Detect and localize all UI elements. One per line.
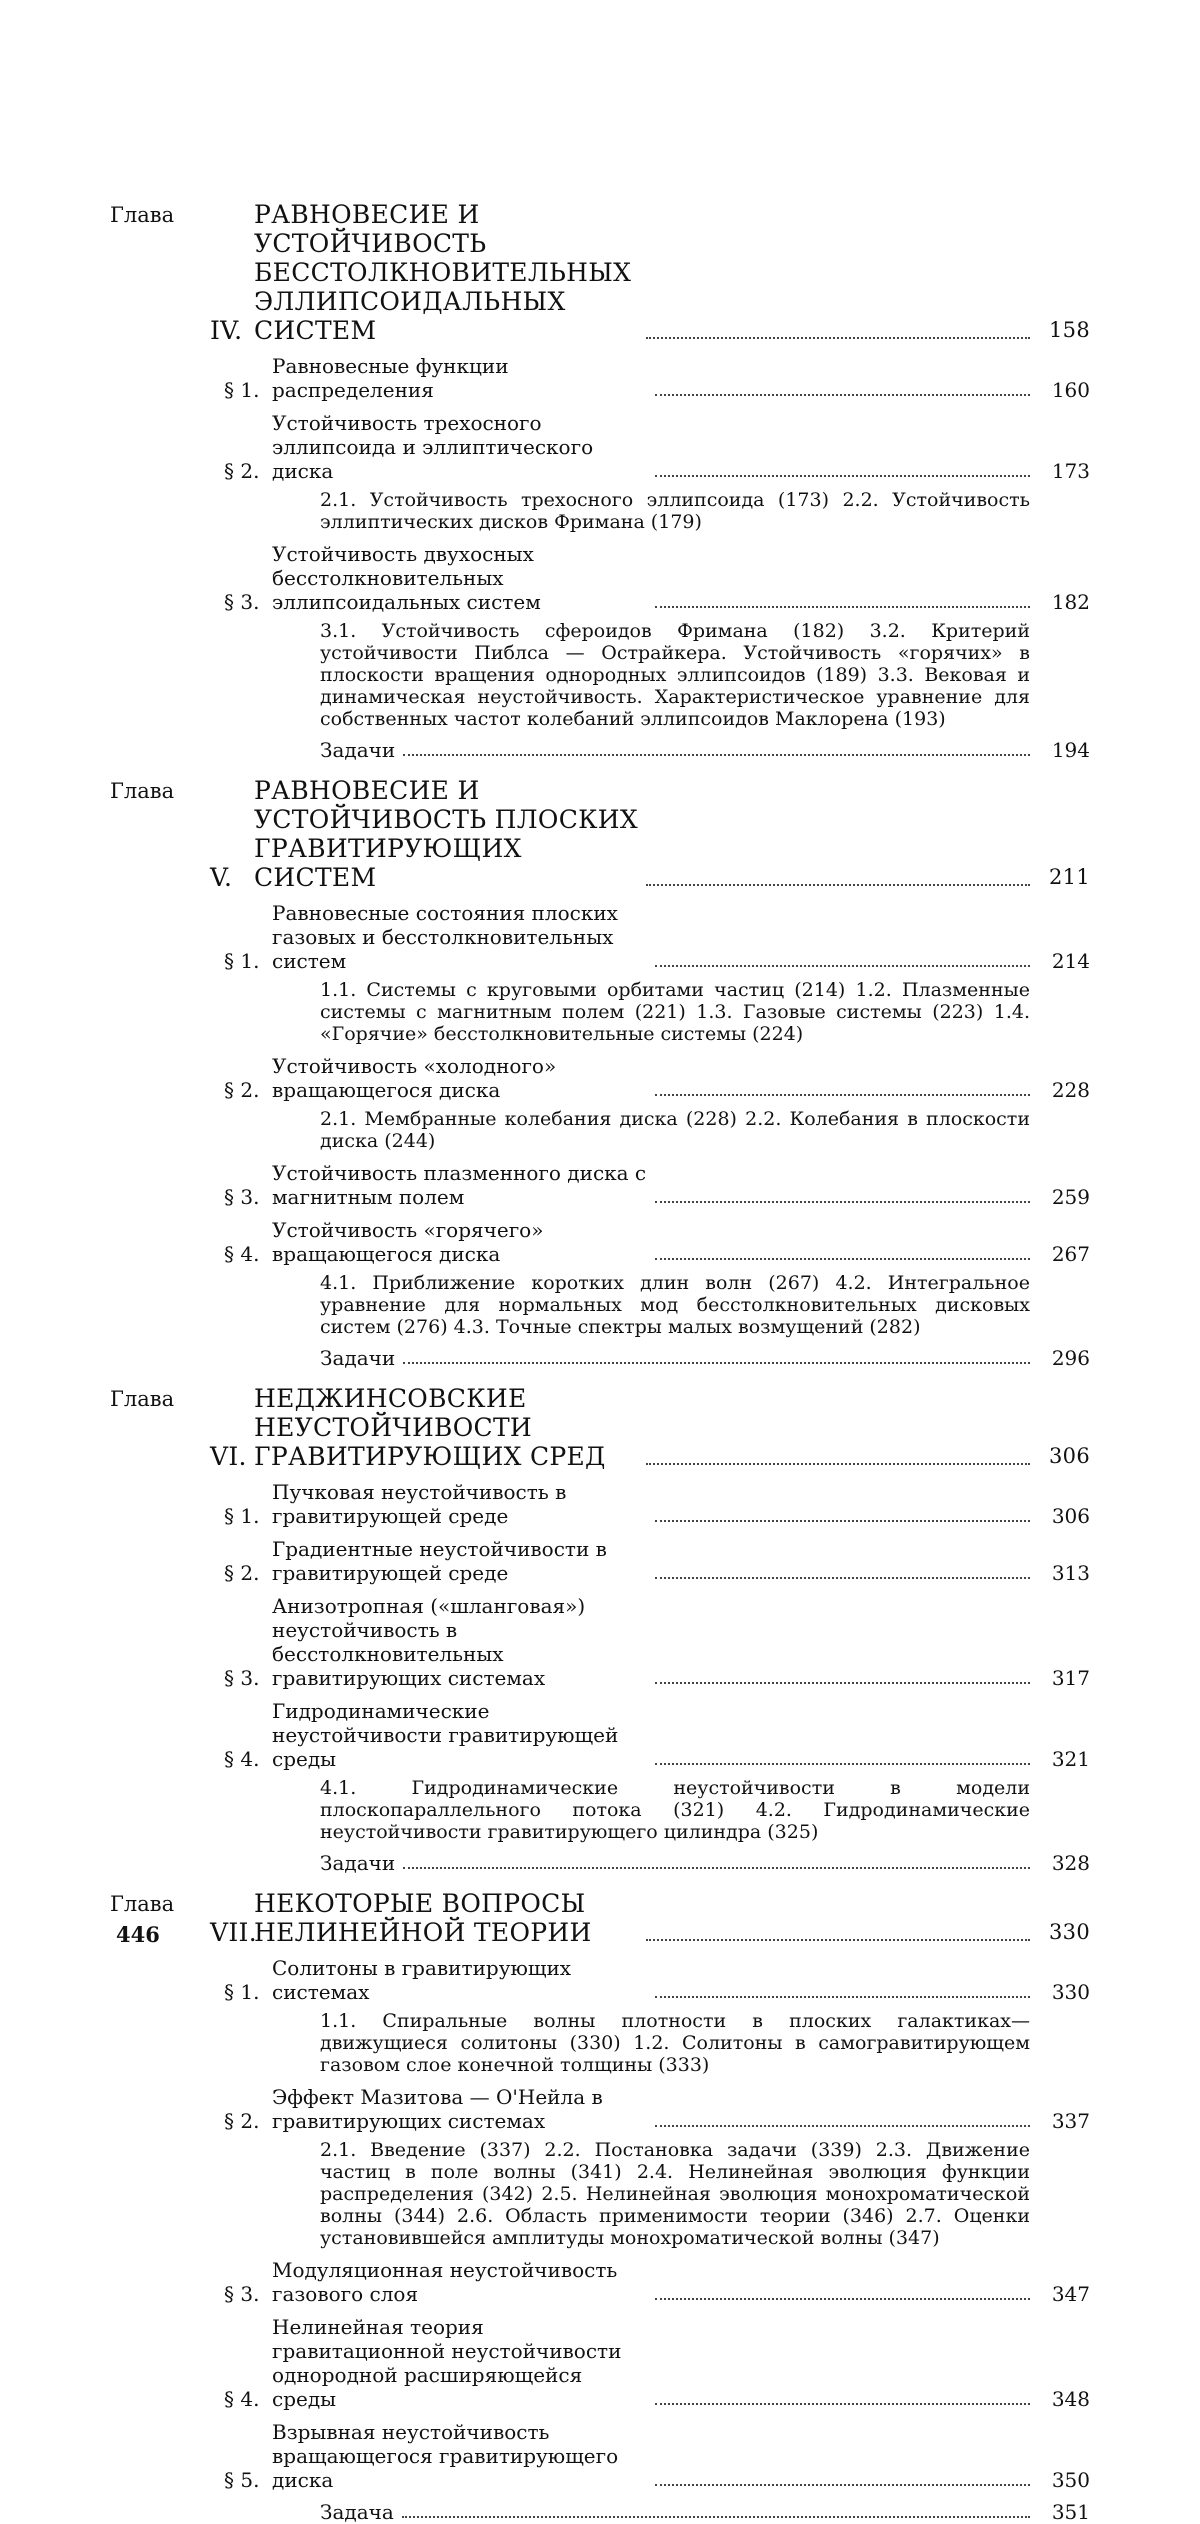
section-page: 313 [1038, 1561, 1090, 1585]
leader-dots [646, 884, 1030, 886]
chapter-title-row[interactable] [210, 776, 1090, 892]
subsection-list: 2.1. Мембранные колебания диска (228) 2.2. Колебания в плоскости диска (244) [320, 1108, 1030, 1152]
section-title: Устойчивость трехосного эллипсоида и эллиптического диска [272, 411, 647, 483]
leader-dots [655, 1094, 1030, 1096]
section-entry[interactable] [210, 2085, 1090, 2133]
section-entry[interactable] [210, 901, 1090, 973]
section-entry[interactable] [210, 1537, 1090, 1585]
leader-dots [655, 1763, 1030, 1765]
leader-dots [655, 394, 1030, 396]
leader-dots [655, 1996, 1030, 1998]
subsection-list: 4.1. Приближение коротких длин волн (267) 4.2. Интегральное уравнение для нормальных мод бесстолкновительных дисковых систем (276) 4.3. Точные спектры малых возмущений (282) [320, 1272, 1030, 1338]
leader-dots [655, 1577, 1030, 1579]
leader-dots [655, 1520, 1030, 1522]
section-page: 337 [1038, 2109, 1090, 2133]
subsection-list: 2.1. Введение (337) 2.2. Постановка задачи (339) 2.3. Движение частиц в поле волны (341) 2.4. Нелинейная эволюция функции распределения (342) 2.5. Нелинейная эволюция монохроматической волны (344) 2.6. Область применимости теории (346) 2.7. Оценки установившейся амплитуды монохроматической волны (347) [320, 2139, 1030, 2249]
section-title: Градиентные неустойчивости в гравитирующей среде [272, 1537, 647, 1585]
section-page: 173 [1038, 459, 1090, 483]
section-entry[interactable] [210, 542, 1090, 614]
section-entry[interactable] [210, 1054, 1090, 1102]
section-mark: § 1. [210, 378, 272, 402]
section-title: Взрывная неустойчивость вращающегося гравитирующего диска [272, 2420, 647, 2492]
section-mark: § 3. [210, 590, 272, 614]
section-title: Модуляционная неустойчивость газового слоя [272, 2258, 647, 2306]
leader-dots [402, 2516, 1030, 2518]
leader-dots [403, 754, 1030, 756]
subsection-list: 2.1. Устойчивость трехосного эллипсоида (173) 2.2. Устойчивость эллиптических дисков Фримана (179) [320, 489, 1030, 533]
section-entry[interactable] [210, 1480, 1090, 1528]
leader-dots [655, 1201, 1030, 1203]
section-title: Устойчивость «холодного» вращающегося диска [272, 1054, 647, 1102]
chapter-title: РАВНОВЕСИЕ И УСТОЙЧИВОСТЬ ПЛОСКИХ ГРАВИТИРУЮЩИХ СИСТЕМ [254, 776, 638, 892]
chapter-title: НЕКОТОРЫЕ ВОПРОСЫ НЕЛИНЕЙНОЙ ТЕОРИИ [254, 1889, 638, 1947]
leader-dots [655, 2298, 1030, 2300]
section-mark: § 2. [210, 1078, 272, 1102]
leader-dots [655, 1258, 1030, 1260]
leader-dots [646, 1939, 1030, 1941]
section-title: Гидродинамические неустойчивости гравитирующей среды [272, 1699, 647, 1771]
section-mark: § 1. [210, 949, 272, 973]
section-page: 321 [1038, 1747, 1090, 1771]
section-mark: § 2. [210, 459, 272, 483]
section-page: 259 [1038, 1185, 1090, 1209]
section-entry[interactable] [210, 2258, 1090, 2306]
subsection-list: 3.1. Устойчивость сфероидов Фримана (182) 3.2. Критерий устойчивости Пиблса — Острайкера. Устойчивость «горячих» в плоскости вращения однородных эллипсоидов (189) 3.3. Вековая и динамическая неустойчивость. Характеристическое уравнение для собственных частот колебаний эллипсоидов Маклорена (193) [320, 620, 1030, 730]
section-entry[interactable] [210, 1956, 1090, 2004]
leader-dots [655, 965, 1030, 967]
problems-page: 194 [1038, 738, 1090, 762]
chapter-number: V. [210, 863, 254, 892]
section-mark: § 3. [210, 1185, 272, 1209]
problems-entry[interactable] [320, 738, 1090, 762]
chapter-page: 330 [1038, 1918, 1090, 1947]
section-mark: § 1. [210, 1504, 272, 1528]
section-mark: § 1. [210, 1980, 272, 2004]
leader-dots [655, 1682, 1030, 1684]
section-page: 317 [1038, 1666, 1090, 1690]
chapter-number: VI. [210, 1442, 254, 1471]
subsection-list: 1.1. Системы с круговыми орбитами частиц (214) 1.2. Плазменные системы с магнитным полем (221) 1.3. Газовые системы (223) 1.4. «Горячие» бесстолкновительные системы (224) [320, 979, 1030, 1045]
section-title: Нелинейная теория гравитационной неустойчивости однородной расширяющейся среды [272, 2315, 647, 2411]
section-title: Устойчивость плазменного диска с магнитным полем [272, 1161, 647, 1209]
chapter-page: 211 [1038, 863, 1090, 892]
problems-entry[interactable] [320, 1851, 1090, 1875]
chapter-label: Глава [110, 1384, 210, 1412]
leader-dots [646, 337, 1030, 339]
section-page: 160 [1038, 378, 1090, 402]
section-entry[interactable] [210, 1218, 1090, 1266]
section-page: 306 [1038, 1504, 1090, 1528]
section-title: Устойчивость «горячего» вращающегося диска [272, 1218, 647, 1266]
chapter-label: Глава [110, 1889, 210, 1917]
section-title: Равновесные функции распределения [272, 354, 647, 402]
section-entry[interactable] [210, 2420, 1090, 2492]
section-mark: § 2. [210, 1561, 272, 1585]
page-number: 446 [116, 1922, 160, 1947]
chapter-label: Глава [110, 200, 210, 228]
table-of-contents [110, 200, 1090, 2524]
section-entry[interactable] [210, 2315, 1090, 2411]
chapter-page: 158 [1038, 316, 1090, 345]
problems-page: 328 [1038, 1851, 1090, 1875]
leader-dots [655, 2125, 1030, 2127]
section-mark: § 3. [210, 1666, 272, 1690]
chapter-title-row[interactable] [210, 1384, 1090, 1471]
chapter-title: НЕДЖИНСОВСКИЕ НЕУСТОЙЧИВОСТИ ГРАВИТИРУЮЩИХ СРЕД [254, 1384, 638, 1471]
section-title: Пучковая неустойчивость в гравитирующей среде [272, 1480, 647, 1528]
leader-dots [646, 1463, 1030, 1465]
chapter-title: РАВНОВЕСИЕ И УСТОЙЧИВОСТЬ БЕССТОЛКНОВИТЕЛЬНЫХ ЭЛЛИПСОИДАЛЬНЫХ СИСТЕМ [254, 200, 638, 345]
problems-page: 296 [1038, 1346, 1090, 1370]
section-page: 350 [1038, 2468, 1090, 2492]
book-page [0, 0, 1200, 2152]
chapter-label: Глава [110, 776, 210, 804]
section-page: 228 [1038, 1078, 1090, 1102]
section-entry[interactable] [210, 411, 1090, 483]
section-mark: § 4. [210, 1747, 272, 1771]
subsection-list: 1.1. Спиральные волны плотности в плоских галактиках—движущиеся солитоны (330) 1.2. Солитоны в самогравитирующем газовом слое конечной толщины (333) [320, 2010, 1030, 2076]
problems-entry[interactable] [320, 1346, 1090, 1370]
section-mark: § 5. [210, 2468, 272, 2492]
section-title: Устойчивость двухосных бесстолкновительных эллипсоидальных систем [272, 542, 647, 614]
section-page: 182 [1038, 590, 1090, 614]
leader-dots [655, 475, 1030, 477]
section-title: Равновесные состояния плоских газовых и бесстолкновительных систем [272, 901, 647, 973]
chapter-number: VII. [210, 1918, 254, 1947]
problems-label: Задача [320, 2500, 394, 2524]
problems-label: Задачи [320, 738, 395, 762]
chapter-6 [110, 1384, 1090, 1875]
section-title: Анизотропная («шланговая») неустойчивость в бесстолкновительных гравитирующих системах [272, 1594, 647, 1690]
problems-entry[interactable] [320, 2500, 1090, 2524]
section-entry[interactable] [210, 1594, 1090, 1690]
section-page: 267 [1038, 1242, 1090, 1266]
section-mark: § 4. [210, 2387, 272, 2411]
chapter-page: 306 [1038, 1442, 1090, 1471]
section-entry[interactable] [210, 1161, 1090, 1209]
subsection-list: 4.1. Гидродинамические неустойчивости в модели плоскопараллельного потока (321) 4.2. Гидродинамические неустойчивости гравитирующего цилиндра (325) [320, 1777, 1030, 1843]
section-page: 330 [1038, 1980, 1090, 2004]
chapter-7 [110, 1889, 1090, 2524]
section-title: Солитоны в гравитирующих системах [272, 1956, 647, 2004]
chapter-title-row[interactable] [210, 200, 1090, 345]
leader-dots [655, 2403, 1030, 2405]
chapter-5 [110, 776, 1090, 1370]
chapter-title-row[interactable] [210, 1889, 1090, 1947]
section-title: Эффект Мазитова — О'Нейла в гравитирующих системах [272, 2085, 647, 2133]
section-mark: § 2. [210, 2109, 272, 2133]
chapter-4 [110, 200, 1090, 762]
section-page: 348 [1038, 2387, 1090, 2411]
leader-dots [403, 1362, 1030, 1364]
section-page: 214 [1038, 949, 1090, 973]
section-page: 347 [1038, 2282, 1090, 2306]
leader-dots [655, 2484, 1030, 2486]
problems-page: 351 [1038, 2500, 1090, 2524]
section-mark: § 4. [210, 1242, 272, 1266]
leader-dots [655, 606, 1030, 608]
problems-label: Задачи [320, 1346, 395, 1370]
section-entry[interactable] [210, 354, 1090, 402]
section-entry[interactable] [210, 1699, 1090, 1771]
problems-label: Задачи [320, 1851, 395, 1875]
leader-dots [403, 1867, 1030, 1869]
chapter-number: IV. [210, 316, 254, 345]
section-mark: § 3. [210, 2282, 272, 2306]
